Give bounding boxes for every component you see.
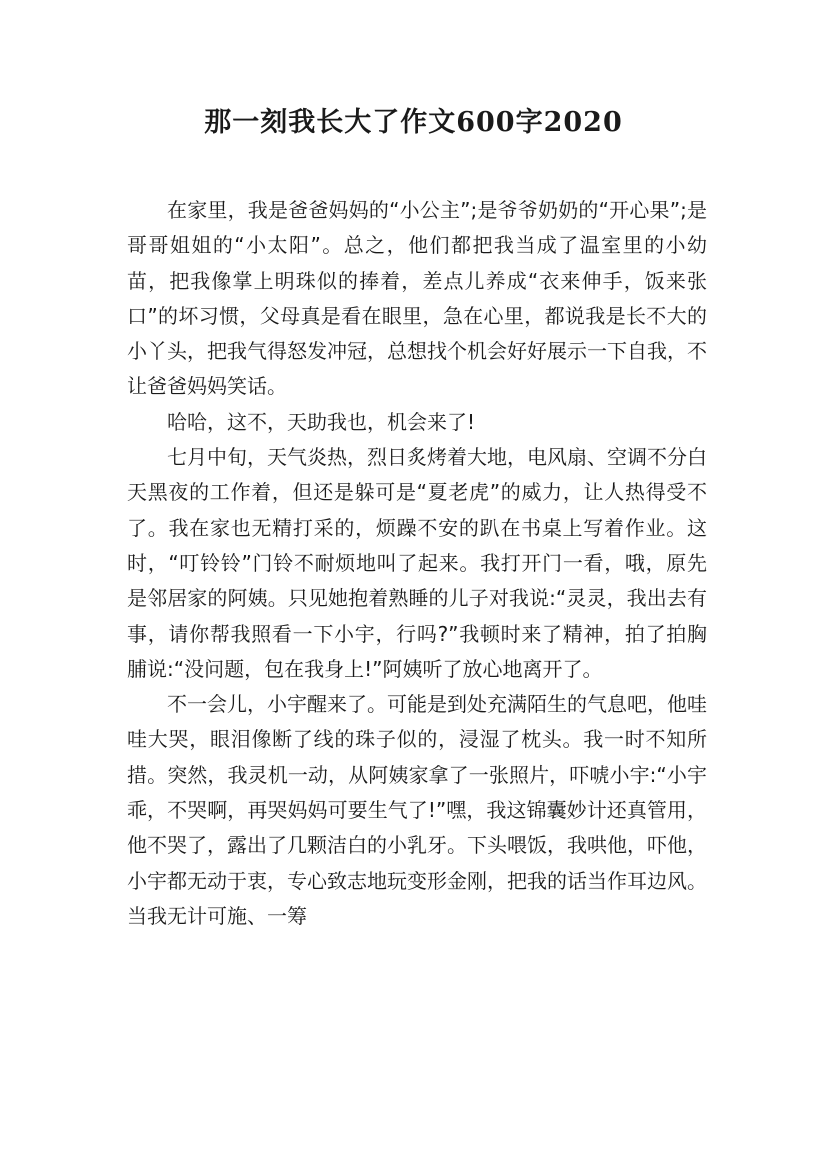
- paragraph-1: 在家里，我是爸爸妈妈的“小公主”;是爷爷奶奶的“开心果”;是哥哥姐姐的“小太阳”。总之，他们都把我当成了温室里的小幼苗，把我像掌上明珠似的捧着，差点儿养成“衣来伸手，饭来张口”的坏习惯，父母真是看在眼里，急在心里，都说我是长不大的小丫头，把我气得怒发冲冠，总想找个机会好好展示一下自我，不让爸爸妈妈笑话。: [127, 198, 707, 399]
- document-body: [127, 193, 707, 934]
- paragraph-2: 哈哈，这不，天助我也，机会来了!: [167, 409, 476, 434]
- paragraph-4: 不一会儿，小宇醒来了。可能是到处充满陌生的气息吧，他哇哇大哭，眼泪像断了线的珠子似的，浸湿了枕头。我一时不知所措。突然，我灵机一动，从阿姨家拿了一张照片，吓唬小宇:“小宇乖，不哭啊，再哭妈妈可要生气了!”嘿，我这锦囊妙计还真管用，他不哭了，露出了几颗洁白的小乳牙。下头喂饭，我哄他，吓他，小宇都无动于衷，专心致志地玩变形金刚，把我的话当作耳边风。当我无计可施、一筹: [127, 692, 707, 928]
- document-title: 那一刻我长大了作文600字2020: [204, 107, 623, 138]
- paragraph-3: 七月中旬，天气炎热，烈日炙烤着大地，电风扇、空调不分白天黑夜的工作着，但还是躲可是“夏老虎”的威力，让人热得受不了。我在家也无精打采的，烦躁不安的趴在书桌上写着作业。这时，“叮铃铃”门铃不耐烦地叫了起来。我打开门一看，哦，原先是邻居家的阿姨。只见她抱着熟睡的儿子对我说:“灵灵，我出去有事，请你帮我照看一下小宇，行吗?”我顿时来了精神，拍了拍胸脯说:“没问题，包在我身上!”阿姨听了放心地离开了。: [127, 445, 707, 681]
